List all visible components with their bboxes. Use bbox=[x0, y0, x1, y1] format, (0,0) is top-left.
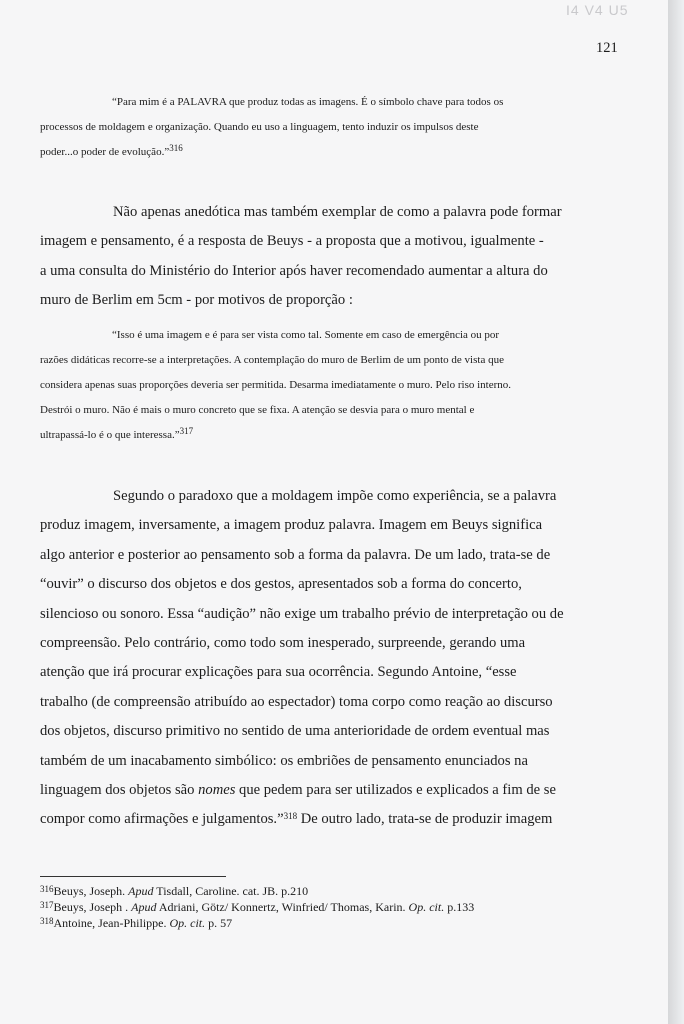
paragraph-line: imagem e pensamento, é a resposta de Beuys - a proposta que a motivou, igualmente - bbox=[40, 233, 544, 250]
paragraph-line: compreensão. Pelo contrário, como todo som inesperado, surpreende, gerando uma bbox=[40, 635, 526, 652]
quote-line: considera apenas suas proporções deveria ser permitida. Desarma imediatamente o muro. Pelo riso interno. bbox=[40, 379, 512, 391]
paragraph-line: Segundo o paradoxo que a moldagem impõe como experiência, se a palavra bbox=[113, 488, 557, 504]
paragraph-line: compor como afirmações e julgamentos.”$^{318}$ De outro lado, trata-se de produzir imagem bbox=[40, 811, 553, 828]
block-quote-2 bbox=[40, 323, 560, 448]
paragraph-line: muro de Berlim em 5cm - por motivos de proporção : bbox=[40, 292, 353, 309]
quote-line: “Para mim é a PALAVRA que produz todas as imagens. É o símbolo chave para todos os bbox=[112, 96, 504, 108]
paragraph-line: Não apenas anedótica mas também exemplar de como a palavra pode formar bbox=[113, 204, 562, 220]
footnote-divider bbox=[40, 876, 226, 877]
quote-line: poder...o poder de evolução.”$^{316}$ bbox=[40, 143, 183, 158]
paragraph-line: dos objetos, discurso primitivo no sentido de uma anterioridade de ordem eventual mas bbox=[40, 723, 550, 740]
paragraph-line: atenção que irá procurar explicações para sua ocorrência. Segundo Antoine, “esse bbox=[40, 664, 517, 681]
quote-line: Destrói o muro. Não é mais o muro concreto que se fixa. A atenção se desvia para o muro mental e bbox=[40, 404, 475, 416]
quote-line: “Isso é uma imagem e é para ser vista como tal. Somente em caso de emergência ou por bbox=[112, 329, 500, 341]
footnote: $^{316}$Beuys, Joseph. Apud Tisdall, Caroline. cat. JB. p.210 bbox=[40, 884, 309, 898]
paragraph-line: também de um inacabamento simbólico: os embriões de pensamento enunciados na bbox=[40, 752, 528, 769]
paragraph-line: algo anterior e posterior ao pensamento sob a forma da palavra. De um lado, trata-se de bbox=[40, 546, 551, 563]
archive-stamp: I4 V4 U5 bbox=[566, 2, 629, 18]
page-edge bbox=[668, 0, 684, 1024]
paragraph-line: produz imagem, inversamente, a imagem produz palavra. Imagem em Beuys significa bbox=[40, 517, 543, 534]
paragraph-line: “ouvir” o discurso dos objetos e dos gestos, apresentados sob a forma do concerto, bbox=[40, 576, 522, 593]
footnote: $^{317}$Beuys, Joseph . Apud Adriani, Götz/ Konnertz, Winfried/ Thomas, Karin. Op. cit. p.133 bbox=[40, 900, 475, 914]
paragraph-2 bbox=[40, 482, 570, 835]
paragraph-line: a uma consulta do Ministério do Interior após haver recomendado aumentar a altura do bbox=[40, 262, 548, 279]
quote-line: ultrapassá-lo é o que interessa.”$^{317}$ bbox=[40, 426, 194, 441]
paragraph-1 bbox=[40, 198, 570, 316]
paragraph-line: linguagem dos objetos são nomes que pedem para ser utilizados e explicados a fim de se bbox=[40, 782, 556, 799]
footnote: $^{318}$Antoine, Jean-Philippe. Op. cit. p. 57 bbox=[40, 916, 233, 930]
footnote-ref: 316 bbox=[169, 143, 183, 153]
paragraph-line: silencioso ou sonoro. Essa “audição” não exige um trabalho prévio de interpretação ou de bbox=[40, 605, 564, 622]
paragraph-line: trabalho (de compreensão atribuído ao espectador) toma corpo como reação ao discurso bbox=[40, 693, 553, 710]
quote-line: razões didáticas recorre-se a interpretações. A contemplação do muro de Berlim de um ponto de vista que bbox=[40, 354, 504, 366]
footnotes bbox=[40, 883, 474, 931]
footnote-ref: 317 bbox=[179, 426, 194, 436]
page-number: 121 bbox=[596, 40, 618, 56]
footnote-ref: 318 bbox=[283, 811, 298, 822]
quote-line: processos de moldagem e organização. Quando eu uso a linguagem, tento induzir os impulsos deste bbox=[40, 121, 479, 133]
block-quote-1 bbox=[40, 90, 560, 165]
